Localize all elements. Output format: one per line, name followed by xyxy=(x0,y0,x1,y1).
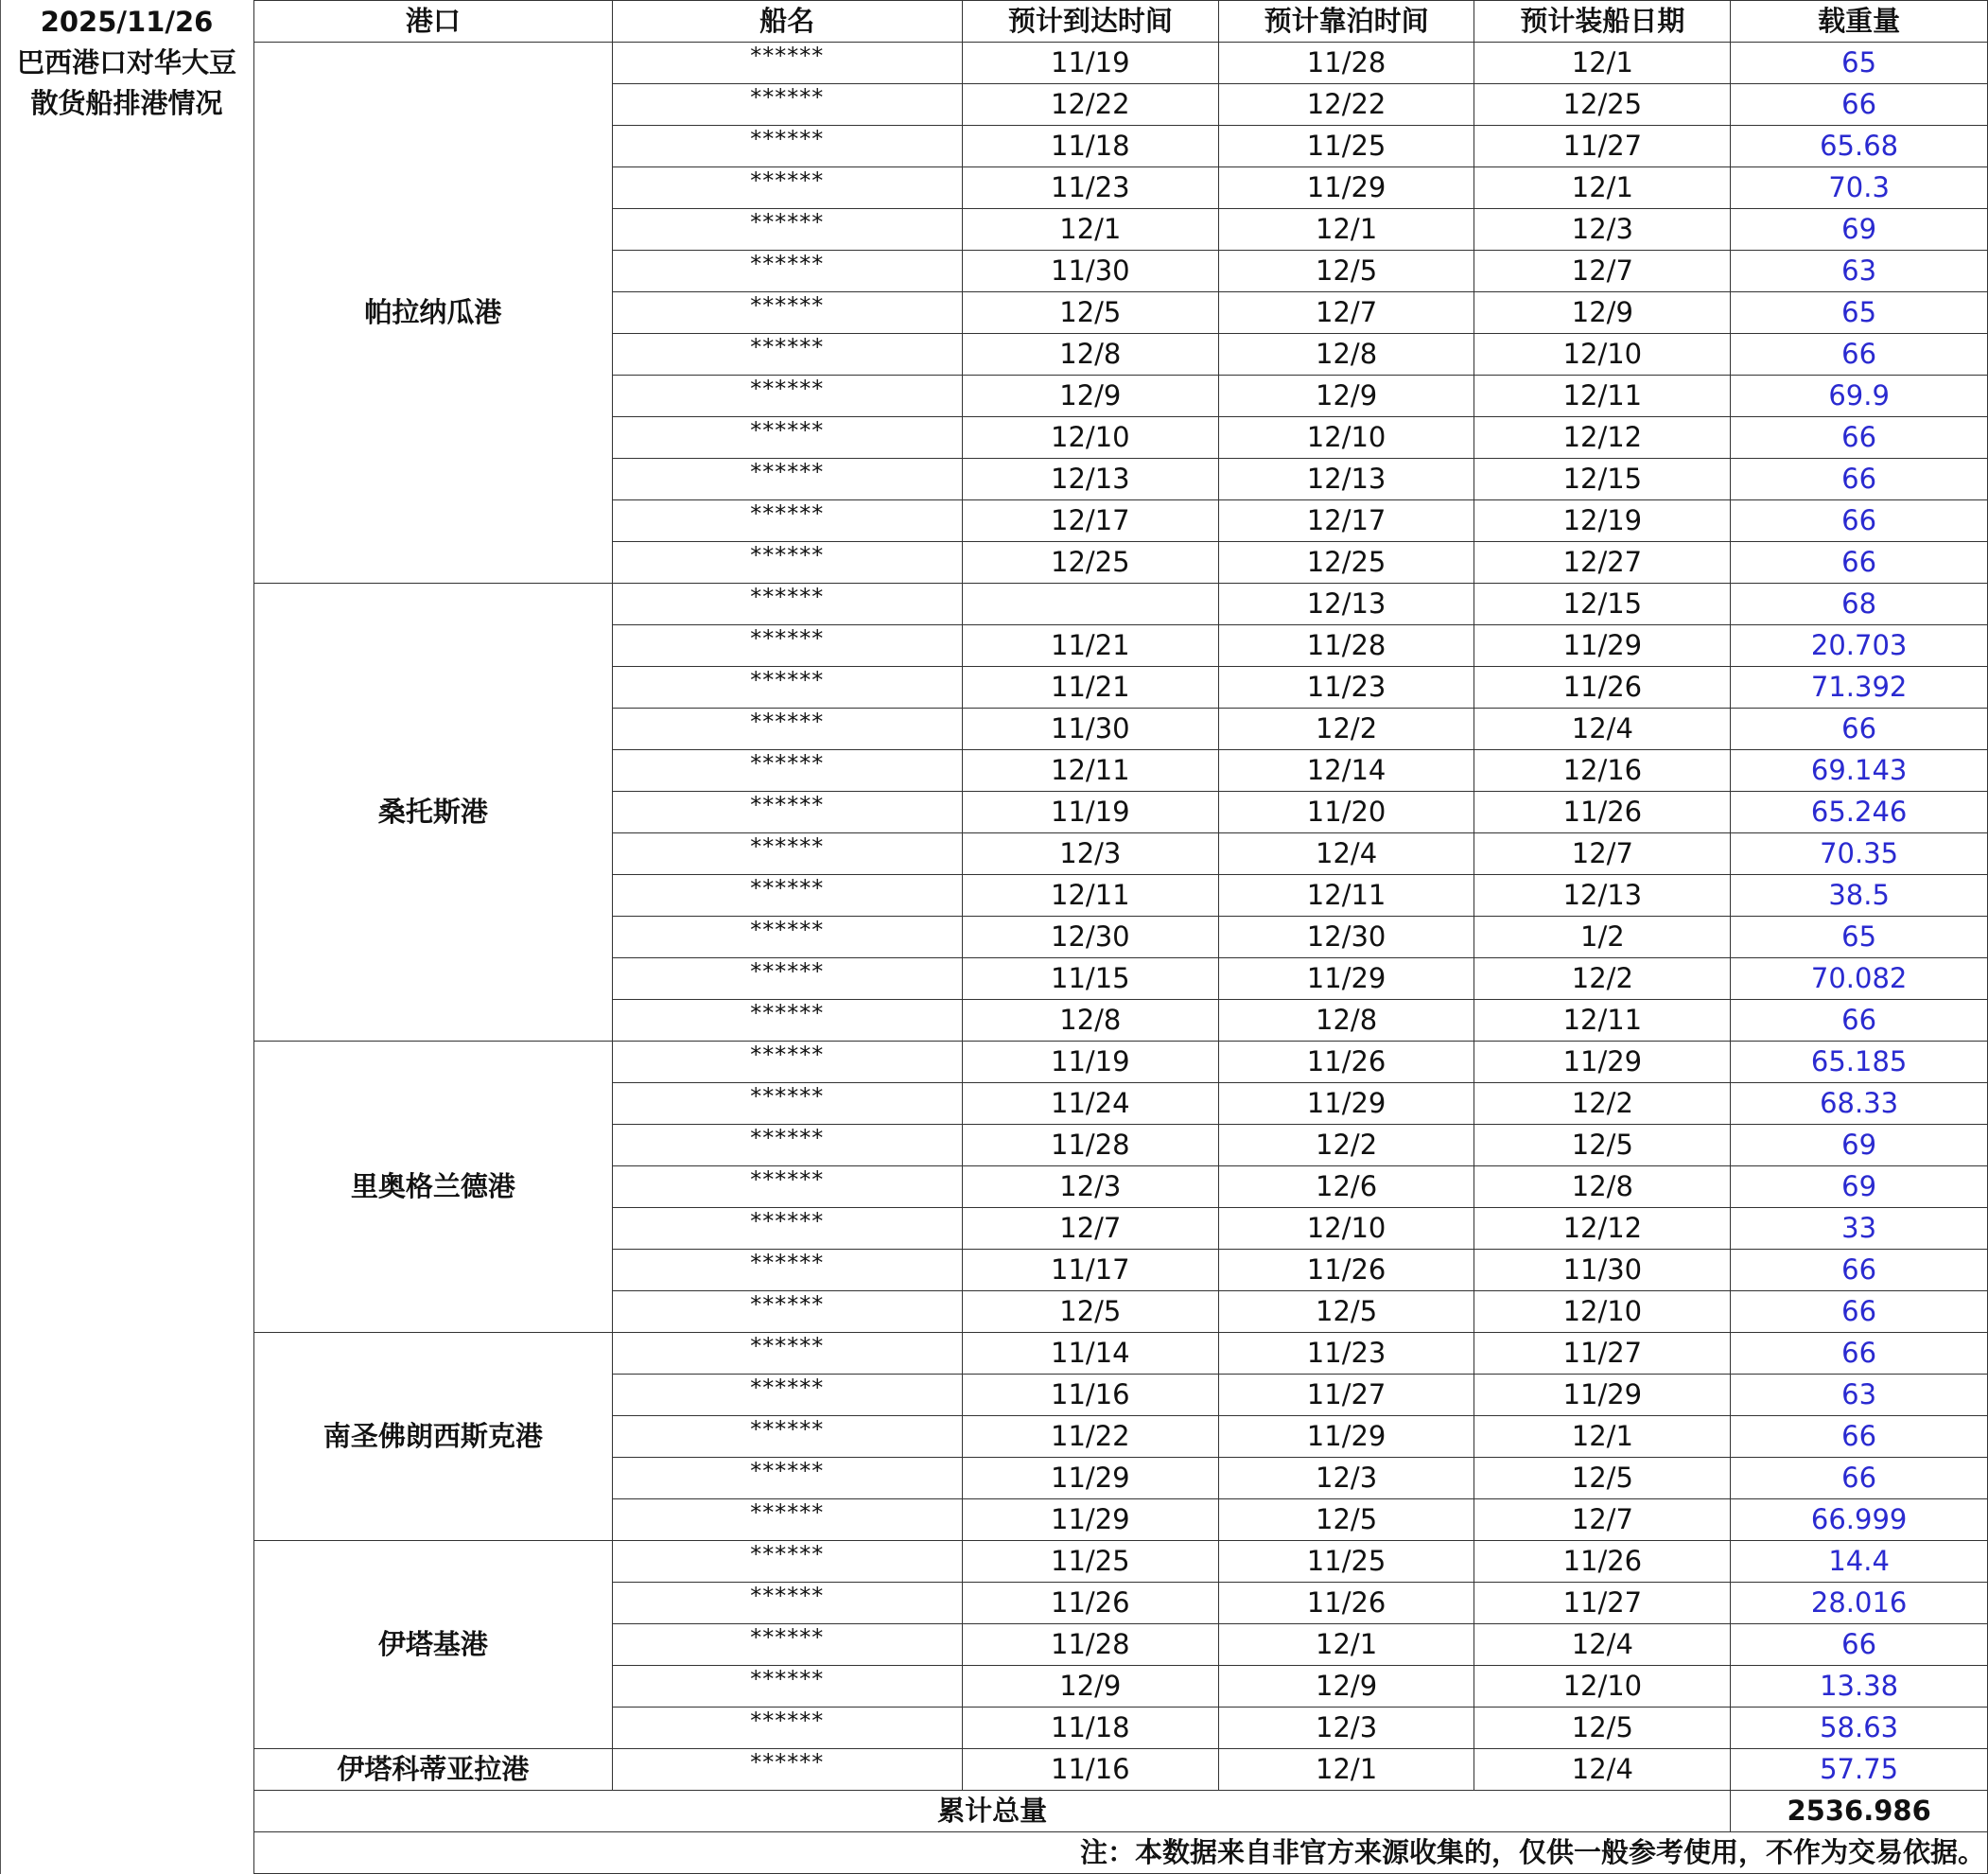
ship-name: ****** xyxy=(612,709,962,750)
etb-cell: 12/1 xyxy=(1218,1749,1474,1791)
tonnage-cell: 66 xyxy=(1731,84,1988,126)
ship-name: ****** xyxy=(612,459,962,500)
ship-name: ****** xyxy=(612,958,962,1000)
eta-cell: 12/9 xyxy=(962,376,1218,417)
etb-cell: 12/13 xyxy=(1218,584,1474,625)
port-name: 伊塔科蒂亚拉港 xyxy=(254,1749,613,1791)
ship-name: ****** xyxy=(612,1458,962,1499)
shipment-table xyxy=(253,0,1988,1874)
total-row xyxy=(254,1791,1988,1832)
eta-cell: 11/18 xyxy=(962,1708,1218,1749)
etl-cell: 11/29 xyxy=(1474,1375,1731,1416)
ship-name: ****** xyxy=(612,1000,962,1042)
etl-cell: 11/29 xyxy=(1474,1042,1731,1083)
eta-cell: 12/1 xyxy=(962,209,1218,251)
ship-name: ****** xyxy=(612,251,962,292)
ship-name: ****** xyxy=(612,1666,962,1708)
etl-cell: 12/1 xyxy=(1474,1416,1731,1458)
tonnage-cell: 63 xyxy=(1731,251,1988,292)
ship-name: ****** xyxy=(612,167,962,209)
port-name: 桑托斯港 xyxy=(254,584,613,1042)
eta-cell: 11/25 xyxy=(962,1541,1218,1583)
etb-cell: 12/13 xyxy=(1218,459,1474,500)
ship-name: ****** xyxy=(612,500,962,542)
etb-cell: 12/7 xyxy=(1218,292,1474,334)
etb-cell: 12/5 xyxy=(1218,251,1474,292)
eta-cell: 11/17 xyxy=(962,1250,1218,1291)
tonnage-cell: 66 xyxy=(1731,334,1988,376)
tonnage-cell: 66 xyxy=(1731,500,1988,542)
ship-name: ****** xyxy=(612,292,962,334)
etl-cell: 12/8 xyxy=(1474,1166,1731,1208)
etl-cell: 12/4 xyxy=(1474,1749,1731,1791)
tonnage-cell: 66 xyxy=(1731,709,1988,750)
tonnage-cell: 68 xyxy=(1731,584,1988,625)
tonnage-cell: 28.016 xyxy=(1731,1583,1988,1624)
tonnage-cell: 66 xyxy=(1731,542,1988,584)
etl-cell: 11/26 xyxy=(1474,1541,1731,1583)
etl-cell: 11/26 xyxy=(1474,667,1731,709)
etl-cell: 12/13 xyxy=(1474,875,1731,917)
eta-cell xyxy=(962,584,1218,625)
ship-name: ****** xyxy=(612,792,962,833)
ship-name: ****** xyxy=(612,334,962,376)
etl-cell: 11/30 xyxy=(1474,1250,1731,1291)
etb-cell: 11/26 xyxy=(1218,1583,1474,1624)
eta-cell: 11/14 xyxy=(962,1333,1218,1375)
col-header-etb: 预计靠泊时间 xyxy=(1218,1,1474,43)
eta-cell: 11/30 xyxy=(962,251,1218,292)
tonnage-cell: 57.75 xyxy=(1731,1749,1988,1791)
etl-cell: 12/11 xyxy=(1474,376,1731,417)
etl-cell: 12/16 xyxy=(1474,750,1731,792)
eta-cell: 12/3 xyxy=(962,1166,1218,1208)
eta-cell: 12/30 xyxy=(962,917,1218,958)
tonnage-cell: 71.392 xyxy=(1731,667,1988,709)
ship-name: ****** xyxy=(612,667,962,709)
etl-cell: 12/7 xyxy=(1474,1499,1731,1541)
report-date: 2025/11/26 xyxy=(40,6,214,38)
etl-cell: 12/5 xyxy=(1474,1708,1731,1749)
ship-name: ****** xyxy=(612,917,962,958)
etb-cell: 12/10 xyxy=(1218,1208,1474,1250)
ship-name: ****** xyxy=(612,875,962,917)
etl-cell: 12/12 xyxy=(1474,1208,1731,1250)
ship-name: ****** xyxy=(612,1208,962,1250)
ship-name: ****** xyxy=(612,417,962,459)
etb-cell: 12/2 xyxy=(1218,709,1474,750)
etl-cell: 12/10 xyxy=(1474,334,1731,376)
etb-cell: 12/6 xyxy=(1218,1166,1474,1208)
etb-cell: 11/29 xyxy=(1218,1083,1474,1125)
etl-cell: 12/9 xyxy=(1474,292,1731,334)
tonnage-cell: 66 xyxy=(1731,1291,1988,1333)
etb-cell: 12/3 xyxy=(1218,1458,1474,1499)
etl-cell: 12/3 xyxy=(1474,209,1731,251)
tonnage-cell: 20.703 xyxy=(1731,625,1988,667)
eta-cell: 11/28 xyxy=(962,1125,1218,1166)
ship-name: ****** xyxy=(612,1333,962,1375)
etl-cell: 12/5 xyxy=(1474,1125,1731,1166)
eta-cell: 11/18 xyxy=(962,126,1218,167)
tonnage-cell: 70.35 xyxy=(1731,833,1988,875)
eta-cell: 12/10 xyxy=(962,417,1218,459)
ship-name: ****** xyxy=(612,1042,962,1083)
ship-name: ****** xyxy=(612,1499,962,1541)
etb-cell: 12/22 xyxy=(1218,84,1474,126)
tonnage-cell: 66 xyxy=(1731,1250,1988,1291)
eta-cell: 11/16 xyxy=(962,1375,1218,1416)
tonnage-cell: 66 xyxy=(1731,459,1988,500)
eta-cell: 11/19 xyxy=(962,792,1218,833)
table-row xyxy=(254,1042,1988,1083)
etb-cell: 11/28 xyxy=(1218,43,1474,84)
eta-cell: 12/5 xyxy=(962,1291,1218,1333)
etb-cell: 12/8 xyxy=(1218,334,1474,376)
eta-cell: 12/9 xyxy=(962,1666,1218,1708)
etl-cell: 11/27 xyxy=(1474,126,1731,167)
ship-name: ****** xyxy=(612,1416,962,1458)
etb-cell: 12/30 xyxy=(1218,917,1474,958)
etb-cell: 12/8 xyxy=(1218,1000,1474,1042)
ship-name: ****** xyxy=(612,1250,962,1291)
table-row xyxy=(254,584,1988,625)
tonnage-cell: 69 xyxy=(1731,1125,1988,1166)
ship-name: ****** xyxy=(612,1541,962,1583)
eta-cell: 11/29 xyxy=(962,1458,1218,1499)
tonnage-cell: 38.5 xyxy=(1731,875,1988,917)
etl-cell: 12/19 xyxy=(1474,500,1731,542)
etb-cell: 11/26 xyxy=(1218,1250,1474,1291)
ship-name: ****** xyxy=(612,1708,962,1749)
etb-cell: 12/5 xyxy=(1218,1499,1474,1541)
table-body xyxy=(254,43,1988,1791)
ship-name: ****** xyxy=(612,625,962,667)
etb-cell: 11/25 xyxy=(1218,1541,1474,1583)
ship-name: ****** xyxy=(612,1375,962,1416)
col-header-ship: 船名 xyxy=(612,1,962,43)
ship-name: ****** xyxy=(612,376,962,417)
etl-cell: 12/10 xyxy=(1474,1291,1731,1333)
etb-cell: 12/4 xyxy=(1218,833,1474,875)
eta-cell: 11/21 xyxy=(962,667,1218,709)
etb-cell: 12/9 xyxy=(1218,376,1474,417)
eta-cell: 11/19 xyxy=(962,1042,1218,1083)
etl-cell: 12/15 xyxy=(1474,584,1731,625)
col-header-eta: 预计到达时间 xyxy=(962,1,1218,43)
ship-name: ****** xyxy=(612,126,962,167)
report-title-line2: 散货船排港情况 xyxy=(30,87,223,119)
eta-cell: 12/17 xyxy=(962,500,1218,542)
etl-cell: 12/12 xyxy=(1474,417,1731,459)
etl-cell: 12/15 xyxy=(1474,459,1731,500)
tonnage-cell: 66 xyxy=(1731,1000,1988,1042)
ship-name: ****** xyxy=(612,1166,962,1208)
ship-name: ****** xyxy=(612,1749,962,1791)
table-row xyxy=(254,1541,1988,1583)
eta-cell: 12/8 xyxy=(962,1000,1218,1042)
tonnage-cell: 65.185 xyxy=(1731,1042,1988,1083)
etl-cell: 12/1 xyxy=(1474,43,1731,84)
tonnage-cell: 13.38 xyxy=(1731,1666,1988,1708)
ship-name: ****** xyxy=(612,833,962,875)
eta-cell: 12/8 xyxy=(962,334,1218,376)
etb-cell: 11/29 xyxy=(1218,1416,1474,1458)
etb-cell: 12/17 xyxy=(1218,500,1474,542)
tonnage-cell: 33 xyxy=(1731,1208,1988,1250)
table-row xyxy=(254,43,1988,84)
ship-name: ****** xyxy=(612,1291,962,1333)
tonnage-cell: 58.63 xyxy=(1731,1708,1988,1749)
etb-cell: 12/25 xyxy=(1218,542,1474,584)
ship-name: ****** xyxy=(612,1624,962,1666)
tonnage-cell: 69.9 xyxy=(1731,376,1988,417)
etb-cell: 11/23 xyxy=(1218,1333,1474,1375)
etb-cell: 12/9 xyxy=(1218,1666,1474,1708)
tonnage-cell: 69 xyxy=(1731,209,1988,251)
table-row xyxy=(254,1749,1988,1791)
total-label: 累计总量 xyxy=(254,1791,1731,1832)
etl-cell: 1/2 xyxy=(1474,917,1731,958)
etl-cell: 12/2 xyxy=(1474,958,1731,1000)
ship-name: ****** xyxy=(612,1125,962,1166)
tonnage-cell: 63 xyxy=(1731,1375,1988,1416)
tonnage-cell: 65.246 xyxy=(1731,792,1988,833)
ship-name: ****** xyxy=(612,209,962,251)
etl-cell: 12/11 xyxy=(1474,1000,1731,1042)
tonnage-cell: 65.68 xyxy=(1731,126,1988,167)
etb-cell: 11/29 xyxy=(1218,167,1474,209)
etl-cell: 12/4 xyxy=(1474,709,1731,750)
etl-cell: 12/5 xyxy=(1474,1458,1731,1499)
etb-cell: 12/14 xyxy=(1218,750,1474,792)
eta-cell: 11/21 xyxy=(962,625,1218,667)
ship-name: ****** xyxy=(612,84,962,126)
report-title-line1: 巴西港口对华大豆 xyxy=(16,46,236,79)
etl-cell: 12/25 xyxy=(1474,84,1731,126)
tonnage-cell: 14.4 xyxy=(1731,1541,1988,1583)
etl-cell: 12/1 xyxy=(1474,167,1731,209)
tonnage-cell: 69 xyxy=(1731,1166,1988,1208)
eta-cell: 11/16 xyxy=(962,1749,1218,1791)
eta-cell: 11/24 xyxy=(962,1083,1218,1125)
etl-cell: 12/27 xyxy=(1474,542,1731,584)
etb-cell: 11/29 xyxy=(1218,958,1474,1000)
eta-cell: 12/11 xyxy=(962,750,1218,792)
disclaimer-note: 注：本数据来自非官方来源收集的，仅供一般参考使用，不作为交易依据。 xyxy=(254,1832,1988,1874)
tonnage-cell: 66 xyxy=(1731,417,1988,459)
ship-name: ****** xyxy=(612,542,962,584)
tonnage-cell: 65 xyxy=(1731,292,1988,334)
total-value: 2536.986 xyxy=(1731,1791,1988,1832)
etl-cell: 12/4 xyxy=(1474,1624,1731,1666)
etb-cell: 11/26 xyxy=(1218,1042,1474,1083)
tonnage-cell: 70.082 xyxy=(1731,958,1988,1000)
tonnage-cell: 66 xyxy=(1731,1624,1988,1666)
header-row xyxy=(254,1,1988,43)
eta-cell: 11/29 xyxy=(962,1499,1218,1541)
eta-cell: 12/7 xyxy=(962,1208,1218,1250)
tonnage-cell: 69.143 xyxy=(1731,750,1988,792)
note-row xyxy=(254,1832,1988,1874)
ship-name: ****** xyxy=(612,1083,962,1125)
eta-cell: 11/30 xyxy=(962,709,1218,750)
etb-cell: 11/20 xyxy=(1218,792,1474,833)
eta-cell: 12/22 xyxy=(962,84,1218,126)
col-header-tonnage: 载重量 xyxy=(1731,1,1988,43)
etl-cell: 12/7 xyxy=(1474,251,1731,292)
tonnage-cell: 66 xyxy=(1731,1416,1988,1458)
tonnage-cell: 66 xyxy=(1731,1458,1988,1499)
etb-cell: 12/5 xyxy=(1218,1291,1474,1333)
eta-cell: 12/13 xyxy=(962,459,1218,500)
port-name: 伊塔基港 xyxy=(254,1541,613,1749)
ship-name: ****** xyxy=(612,750,962,792)
port-name: 里奥格兰德港 xyxy=(254,1042,613,1333)
eta-cell: 11/19 xyxy=(962,43,1218,84)
tonnage-cell: 65 xyxy=(1731,917,1988,958)
etb-cell: 11/27 xyxy=(1218,1375,1474,1416)
etl-cell: 11/29 xyxy=(1474,625,1731,667)
tonnage-cell: 68.33 xyxy=(1731,1083,1988,1125)
tonnage-cell: 70.3 xyxy=(1731,167,1988,209)
eta-cell: 11/22 xyxy=(962,1416,1218,1458)
tonnage-cell: 65 xyxy=(1731,43,1988,84)
eta-cell: 11/23 xyxy=(962,167,1218,209)
etl-cell: 12/10 xyxy=(1474,1666,1731,1708)
report-title xyxy=(0,0,253,1874)
eta-cell: 12/5 xyxy=(962,292,1218,334)
etb-cell: 11/23 xyxy=(1218,667,1474,709)
etb-cell: 11/28 xyxy=(1218,625,1474,667)
etb-cell: 12/10 xyxy=(1218,417,1474,459)
ship-name: ****** xyxy=(612,584,962,625)
eta-cell: 12/11 xyxy=(962,875,1218,917)
eta-cell: 11/15 xyxy=(962,958,1218,1000)
etl-cell: 12/7 xyxy=(1474,833,1731,875)
eta-cell: 12/25 xyxy=(962,542,1218,584)
ship-name: ****** xyxy=(612,1583,962,1624)
col-header-etl: 预计装船日期 xyxy=(1474,1,1731,43)
etl-cell: 11/26 xyxy=(1474,792,1731,833)
etb-cell: 11/25 xyxy=(1218,126,1474,167)
etb-cell: 12/3 xyxy=(1218,1708,1474,1749)
tonnage-cell: 66.999 xyxy=(1731,1499,1988,1541)
port-name: 南圣佛朗西斯克港 xyxy=(254,1333,613,1541)
ship-name: ****** xyxy=(612,43,962,84)
eta-cell: 12/3 xyxy=(962,833,1218,875)
eta-cell: 11/26 xyxy=(962,1583,1218,1624)
etb-cell: 12/1 xyxy=(1218,209,1474,251)
col-header-port: 港口 xyxy=(254,1,613,43)
etl-cell: 11/27 xyxy=(1474,1333,1731,1375)
port-name: 帕拉纳瓜港 xyxy=(254,43,613,584)
etb-cell: 12/1 xyxy=(1218,1624,1474,1666)
etl-cell: 11/27 xyxy=(1474,1583,1731,1624)
table-row xyxy=(254,1333,1988,1375)
eta-cell: 11/28 xyxy=(962,1624,1218,1666)
etl-cell: 12/2 xyxy=(1474,1083,1731,1125)
etb-cell: 12/2 xyxy=(1218,1125,1474,1166)
etb-cell: 12/11 xyxy=(1218,875,1474,917)
tonnage-cell: 66 xyxy=(1731,1333,1988,1375)
